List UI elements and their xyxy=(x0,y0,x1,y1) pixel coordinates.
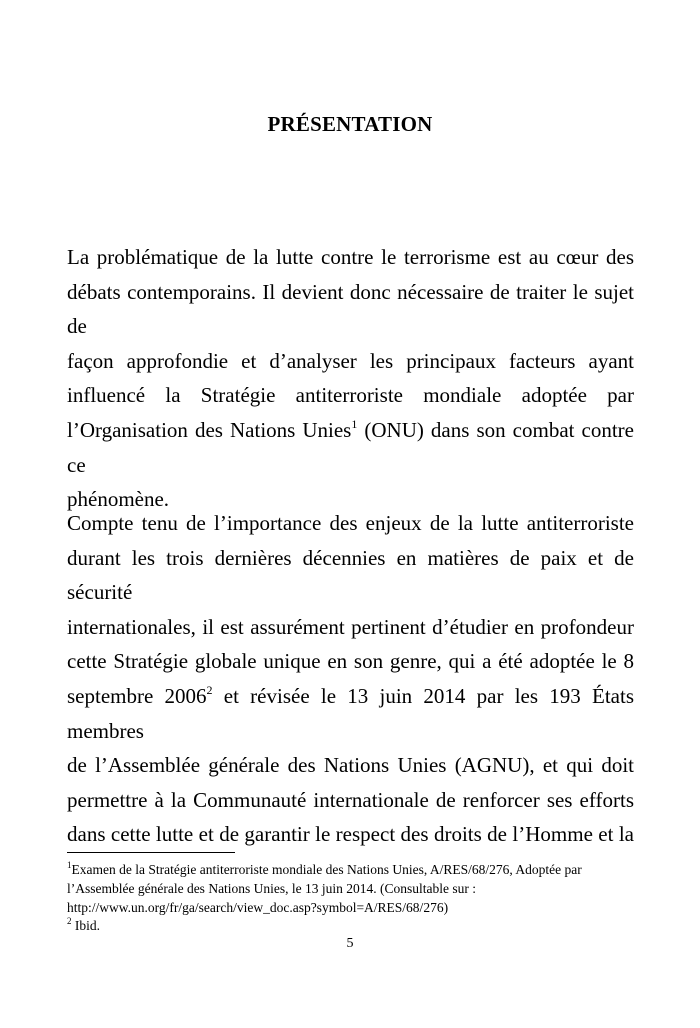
line-text: (ONU) dans son combat contre ce xyxy=(67,417,634,477)
footnote-reference: 2 xyxy=(206,682,213,697)
paragraph-line: dans cette lutte et de garantir le respect des droits de l’Homme et la xyxy=(67,822,634,847)
paragraph-line: permettre à la Communauté internationale de renforcer ses efforts xyxy=(67,787,634,812)
paragraph-line: cette Stratégie globale unique en son genre, qui a été adoptée le 8 xyxy=(67,649,634,674)
paragraph-line xyxy=(67,679,634,748)
paragraph-line: phénomène. xyxy=(67,487,170,512)
page-title: PRÉSENTATION xyxy=(267,112,433,136)
paragraph-line: Compte tenu de l’importance des enjeux de la lutte antiterroriste xyxy=(67,511,634,535)
footnote-1 xyxy=(67,860,667,917)
paragraph-line: influencé la Stratégie antiterroriste mondiale adoptée par xyxy=(67,383,634,408)
paragraph-line: durant les trois dernières décennies en matières de paix et de sécurité xyxy=(67,545,634,605)
footnote-separator xyxy=(67,852,235,853)
footnote-text: Ibid. xyxy=(71,918,100,933)
paragraph-line: de l’Assemblée générale des Nations Unies (AGNU), et qui doit xyxy=(67,753,634,778)
page-number: 5 xyxy=(346,936,354,951)
line-text: et révisée le 13 juin 2014 par les 193 États membres xyxy=(67,683,635,743)
paragraph-context xyxy=(67,506,634,852)
paragraph-line xyxy=(67,413,634,482)
footnote-link[interactable]: http://www.un.org/fr/ga/search/view_doc.asp?symbol=A/RES/68/276) xyxy=(67,900,449,915)
paragraph-line: façon approfondie et d’analyser les principaux facteurs ayant xyxy=(67,348,634,373)
footnote-text: Examen de la Stratégie antiterroriste mondiale des Nations Unies, A/RES/68/276, Adoptée par xyxy=(71,862,582,877)
paragraph-line: La problématique de la lutte contre le terrorisme est au cœur des xyxy=(67,245,634,269)
paragraph-line: internationales, il est assurément pertinent d’étudier en profondeur xyxy=(67,614,634,639)
paragraph-line: débats contemporains. Il devient donc nécessaire de traiter le sujet de xyxy=(67,279,634,339)
footnote-line xyxy=(67,916,667,935)
footnote-reference: 1 xyxy=(351,416,358,431)
footnote-marker: 2 xyxy=(67,916,72,926)
footnote-line xyxy=(67,860,667,879)
line-text: septembre 2006 xyxy=(67,683,207,708)
paragraph-introduction xyxy=(67,240,634,517)
footnote-line: l’Assemblée générale des Nations Unies, le 13 juin 2014. (Consultable sur : xyxy=(67,881,477,896)
footnote-marker: 1 xyxy=(67,860,72,870)
line-text: l’Organisation des Nations Unies xyxy=(67,417,352,442)
footnote-2 xyxy=(67,916,667,935)
